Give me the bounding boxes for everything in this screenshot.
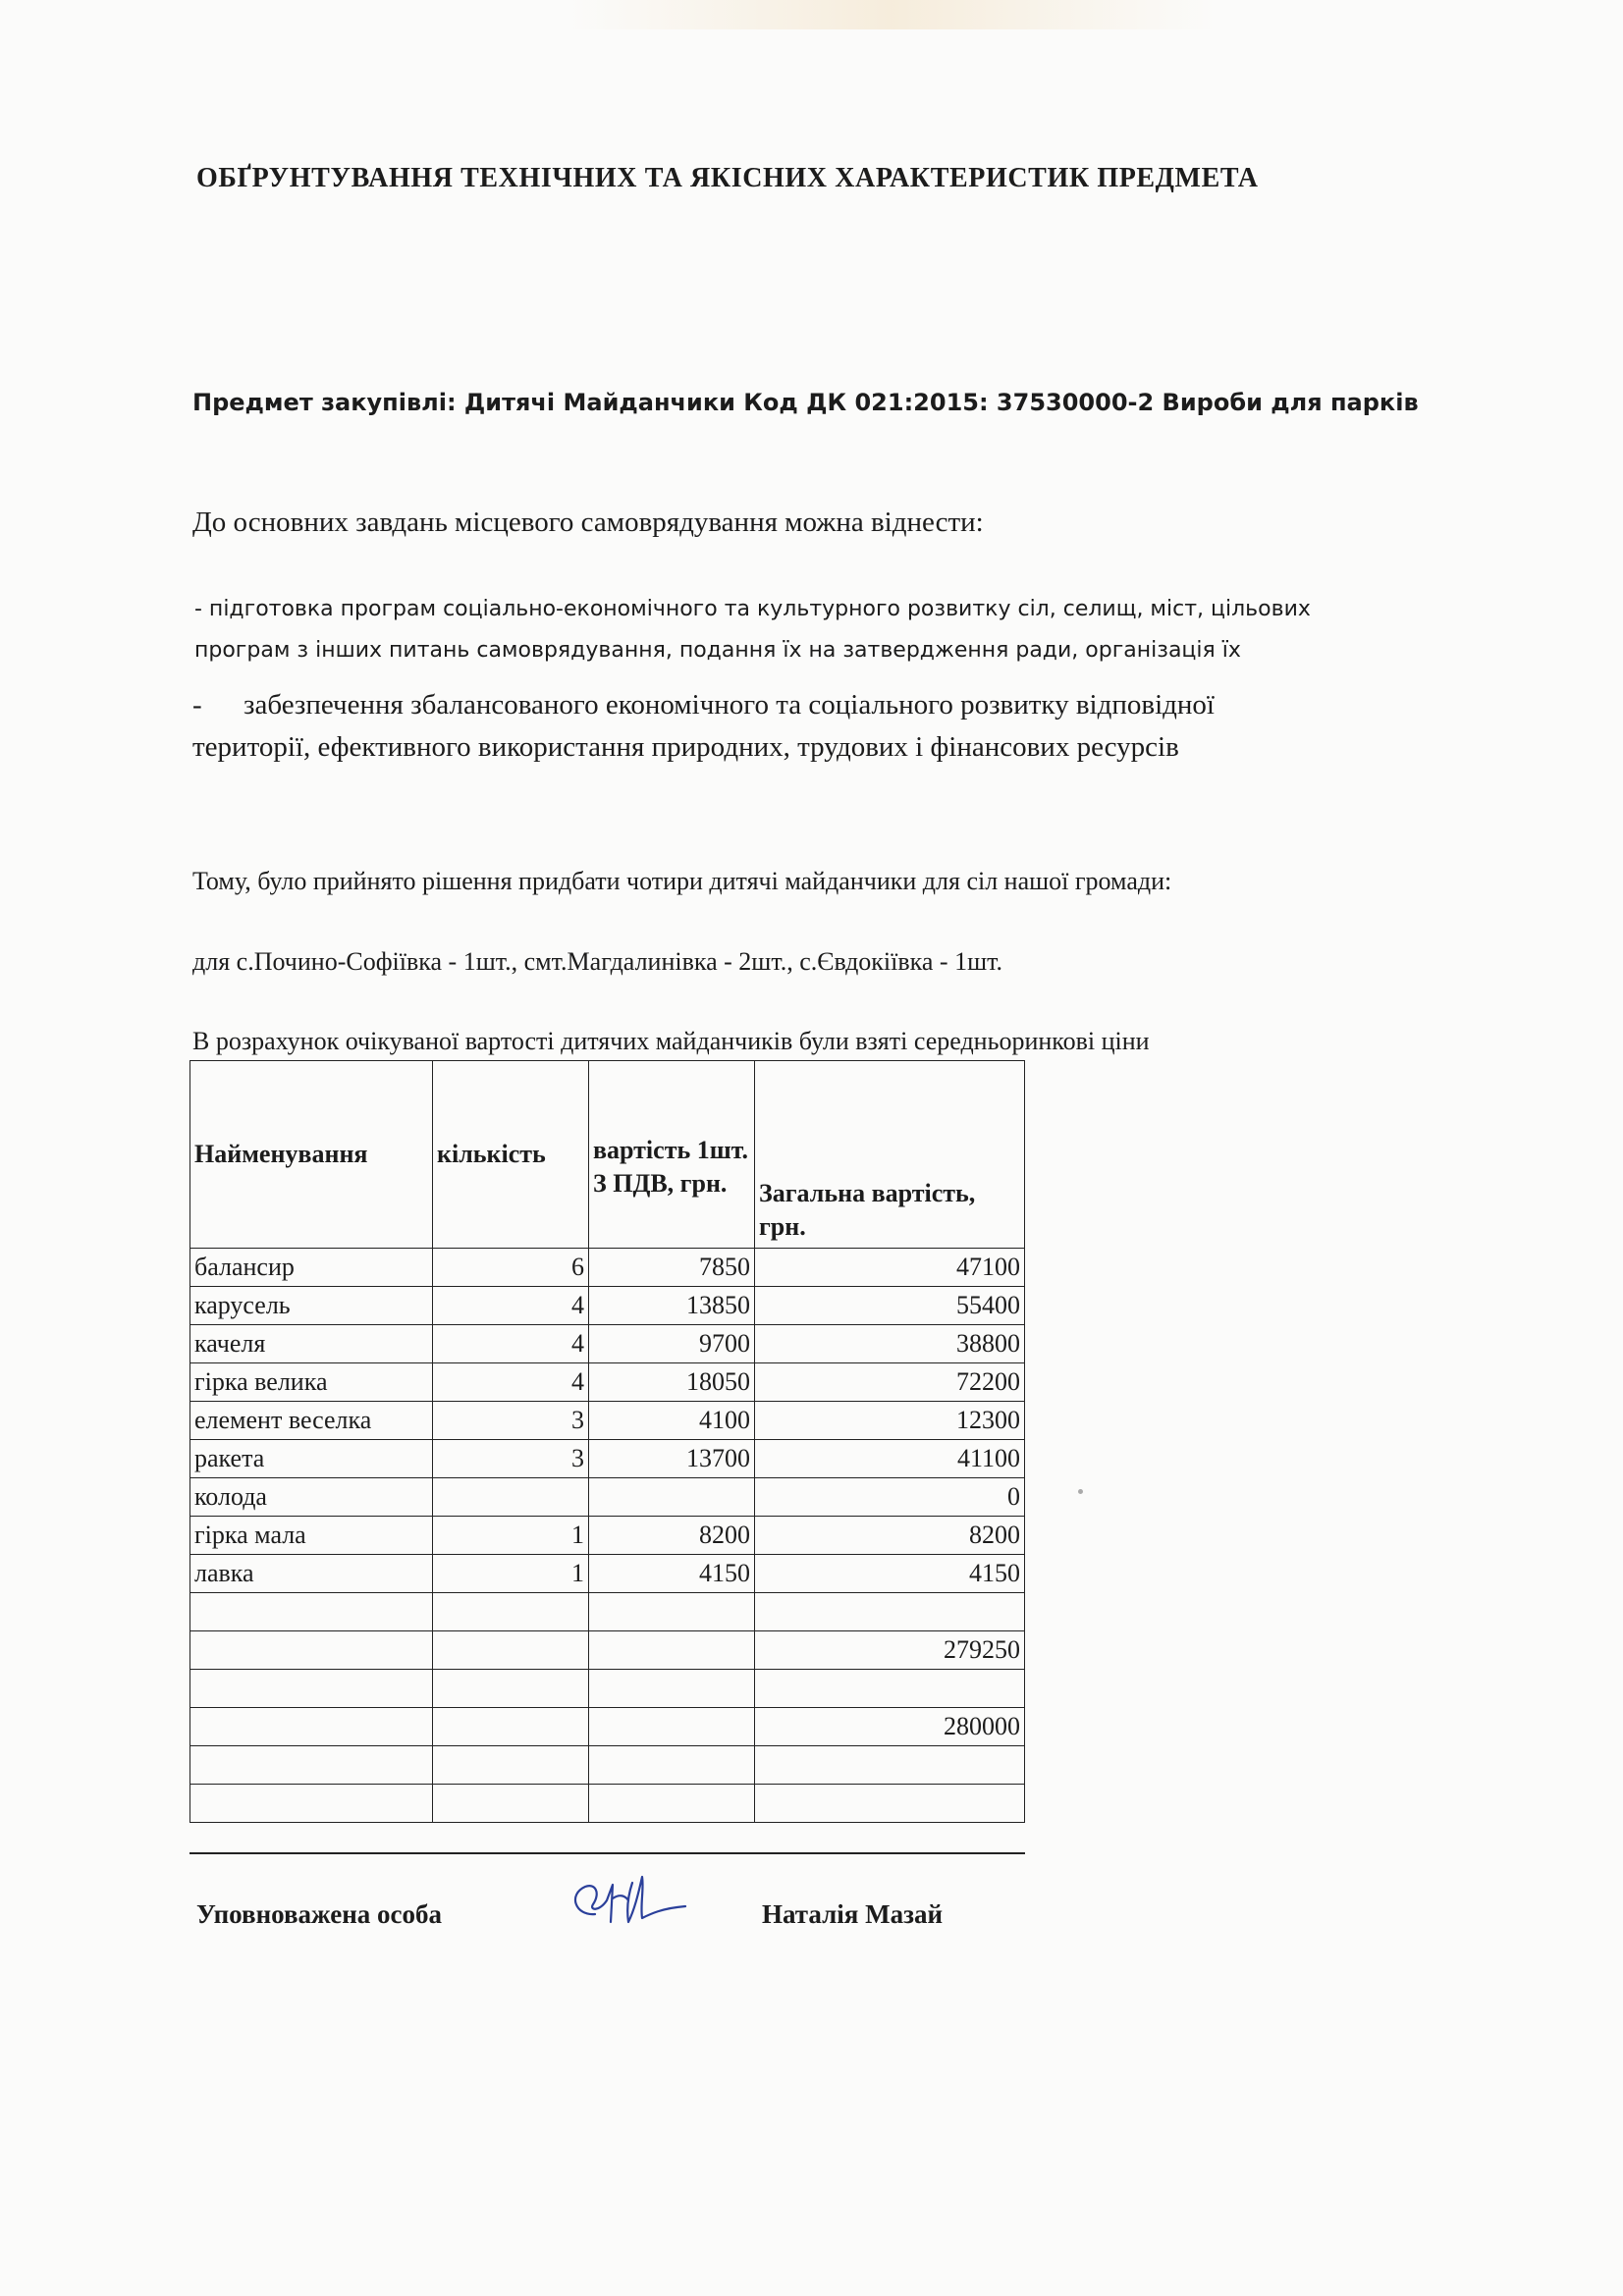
cell-name <box>190 1670 433 1708</box>
bullet-item-development <box>192 684 1215 769</box>
decision-paragraph: Тому, було прийнято рішення придбати чотири дитячі майданчики для сіл нашої громади: <box>192 867 1172 895</box>
cell-quantity <box>433 1670 589 1708</box>
cell-quantity: 1 <box>433 1555 589 1593</box>
cell-total: 38800 <box>755 1325 1025 1363</box>
cell-total: 41100 <box>755 1440 1025 1478</box>
header-unit-price: вартість 1шт. З ПДВ, грн. <box>589 1061 755 1249</box>
cell-quantity: 6 <box>433 1249 589 1287</box>
table-row <box>190 1708 1025 1746</box>
table-row <box>190 1517 1025 1555</box>
cell-unit-price: 4100 <box>589 1402 755 1440</box>
cell-total <box>755 1670 1025 1708</box>
cell-total: 279250 <box>755 1631 1025 1670</box>
bullet-line: програм з інших питань самоврядування, подання їх на затвердження ради, організація їх <box>194 638 1241 663</box>
cell-name: лавка <box>190 1555 433 1593</box>
header-name: Найменування <box>190 1061 433 1249</box>
table-row <box>190 1555 1025 1593</box>
cell-name <box>190 1746 433 1785</box>
table-row <box>190 1440 1025 1478</box>
villages-paragraph: для с.Почино-Софіївка - 1шт., смт.Магдалинівка - 2шт., с.Євдокіївка - 1шт. <box>192 947 1003 976</box>
cell-name: балансир <box>190 1249 433 1287</box>
cell-unit-price: 7850 <box>589 1249 755 1287</box>
cell-unit-price: 8200 <box>589 1517 755 1555</box>
cell-unit-price <box>589 1746 755 1785</box>
cell-quantity <box>433 1631 589 1670</box>
cell-total <box>755 1785 1025 1823</box>
cell-total <box>755 1746 1025 1785</box>
scan-speck <box>1078 1489 1083 1494</box>
handwritten-signature <box>556 1865 693 1944</box>
cell-quantity: 4 <box>433 1325 589 1363</box>
cell-unit-price: 4150 <box>589 1555 755 1593</box>
cell-name <box>190 1785 433 1823</box>
cell-quantity <box>433 1478 589 1517</box>
cell-name <box>190 1593 433 1631</box>
cell-quantity <box>433 1785 589 1823</box>
cell-quantity: 1 <box>433 1517 589 1555</box>
cell-quantity <box>433 1593 589 1631</box>
cell-name: ракета <box>190 1440 433 1478</box>
cell-unit-price: 18050 <box>589 1363 755 1402</box>
estimate-note: В розрахунок очікуваної вартості дитячих майданчиків були взяті середньоринкові ціни <box>192 1027 1150 1055</box>
cell-unit-price: 13700 <box>589 1440 755 1478</box>
cell-unit-price: 13850 <box>589 1287 755 1325</box>
cost-table <box>189 1060 1025 1823</box>
table-bottom-rule <box>189 1852 1025 1854</box>
bullet-dash: - <box>192 689 202 721</box>
cell-quantity: 3 <box>433 1440 589 1478</box>
bullet-item-programs <box>194 589 1311 671</box>
cell-unit-price <box>589 1708 755 1746</box>
table-row <box>190 1746 1025 1785</box>
cell-total: 0 <box>755 1478 1025 1517</box>
cell-quantity: 4 <box>433 1363 589 1402</box>
document-title: ОБҐРУНТУВАННЯ ТЕХНІЧНИХ ТА ЯКІСНИХ ХАРАКТЕРИСТИК ПРЕДМЕТА <box>196 163 1259 193</box>
signatory-name: Наталія Мазай <box>762 1899 944 1929</box>
cell-quantity: 4 <box>433 1287 589 1325</box>
bullet-line: забезпечення збалансованого економічного та соціального розвитку відповідної <box>243 689 1215 721</box>
table-row <box>190 1325 1025 1363</box>
cell-name: колода <box>190 1478 433 1517</box>
cell-unit-price <box>589 1631 755 1670</box>
cell-name: карусель <box>190 1287 433 1325</box>
table-row <box>190 1785 1025 1823</box>
cell-name: гірка мала <box>190 1517 433 1555</box>
cell-total: 55400 <box>755 1287 1025 1325</box>
cell-name: гірка велика <box>190 1363 433 1402</box>
table-row <box>190 1670 1025 1708</box>
table-row <box>190 1631 1025 1670</box>
cell-name <box>190 1708 433 1746</box>
cell-unit-price <box>589 1670 755 1708</box>
intro-paragraph: До основних завдань місцевого самоврядування можна віднести: <box>192 507 984 538</box>
bullet-line: - підготовка програм соціально-економічного та культурного розвитку сіл, селищ, міст, цільових <box>194 597 1311 621</box>
cell-total: 8200 <box>755 1517 1025 1555</box>
cell-total <box>755 1593 1025 1631</box>
cell-total: 4150 <box>755 1555 1025 1593</box>
bullet-line: території, ефективного використання природних, трудових і фінансових ресурсів <box>192 731 1179 763</box>
cell-total: 280000 <box>755 1708 1025 1746</box>
scan-edge <box>0 0 1623 29</box>
cell-unit-price <box>589 1478 755 1517</box>
signature-label: Уповноважена особа <box>196 1899 443 1929</box>
cell-unit-price <box>589 1785 755 1823</box>
cell-unit-price: 9700 <box>589 1325 755 1363</box>
table-row <box>190 1363 1025 1402</box>
cell-total: 12300 <box>755 1402 1025 1440</box>
table-header-row <box>190 1061 1025 1249</box>
cell-name: елемент веселка <box>190 1402 433 1440</box>
cell-name: качеля <box>190 1325 433 1363</box>
cell-quantity: 3 <box>433 1402 589 1440</box>
table-row <box>190 1402 1025 1440</box>
cost-table-body <box>190 1249 1025 1823</box>
cell-quantity <box>433 1708 589 1746</box>
table-row <box>190 1593 1025 1631</box>
header-quantity: кількість <box>433 1061 589 1249</box>
table-row <box>190 1478 1025 1517</box>
table-row <box>190 1287 1025 1325</box>
header-total-price: Загальна вартість, грн. <box>755 1061 1025 1249</box>
cell-name <box>190 1631 433 1670</box>
cell-total: 47100 <box>755 1249 1025 1287</box>
procurement-subject: Предмет закупівлі: Дитячі Майданчики Код ДК 021:2015: 37530000-2 Вироби для парків <box>192 389 1419 416</box>
cell-unit-price <box>589 1593 755 1631</box>
table-row <box>190 1249 1025 1287</box>
cell-total: 72200 <box>755 1363 1025 1402</box>
cell-quantity <box>433 1746 589 1785</box>
